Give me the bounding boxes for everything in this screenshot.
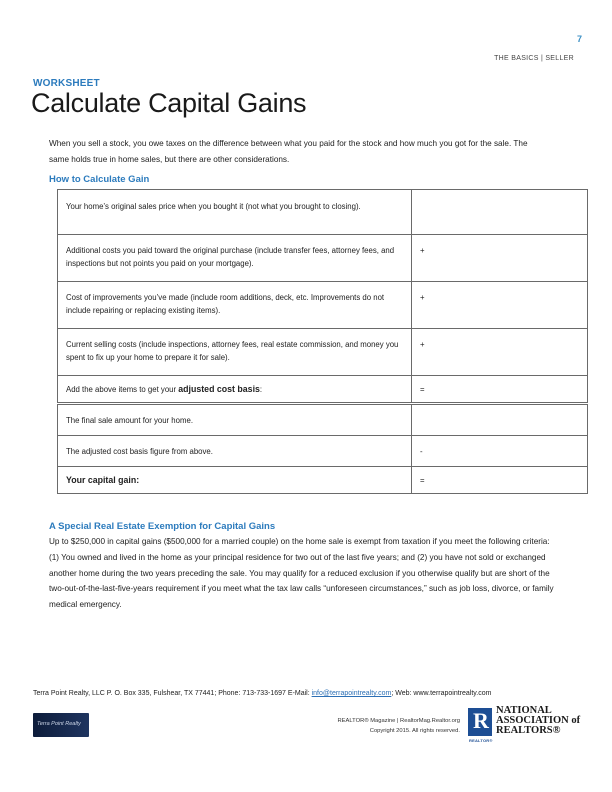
email-link[interactable]: info@terrapointrealty.com: [311, 690, 392, 697]
contact-prefix: Terra Point Realty, LLC P. O. Box 335, Fulshear, TX 77441; Phone: 713-733-1697 E-Mail:: [33, 690, 312, 697]
realtor-mark-label: REALTOR®: [469, 738, 493, 743]
total-row: [58, 376, 588, 403]
intro-paragraph: When you sell a stock, you owe taxes on the difference between what you paid for the stock and how much you got for the sale. The same holds true in home sales, but there are other considerations.: [49, 139, 528, 164]
table-row: [58, 282, 588, 329]
row-description: Cost of improvements you’ve made (include room additions, deck, etc. Improvements do not include repairing or replacing existing items).: [58, 282, 412, 329]
table-row: [58, 190, 588, 235]
capital-gain-table: [57, 404, 588, 494]
credit-line-2: Copyright 2015. All rights reserved.: [369, 728, 460, 734]
amount-cell[interactable]: [412, 405, 588, 436]
amount-cell[interactable]: +: [412, 235, 588, 282]
contact-suffix: ; Web: www.terrapointrealty.com: [391, 690, 492, 697]
table-row: [58, 235, 588, 282]
row-description: Additional costs you paid toward the original purchase (include transfer fees, attorney fees, and inspections but not points you paid on your mortgage).: [58, 235, 412, 282]
gain-calculation-table: [57, 189, 588, 403]
credit-line-1: REALTOR® Magazine | RealtorMag.Realtor.org: [337, 718, 460, 724]
capital-gain-amount-cell[interactable]: =: [412, 467, 588, 494]
nar-wordmark-line-3: REALTORS®: [496, 725, 561, 736]
adjusted-cost-basis-label: adjusted cost basis: [178, 384, 260, 394]
exemption-heading: A Special Real Estate Exemption for Capital Gains: [49, 521, 276, 532]
result-row: [58, 467, 588, 494]
row-description: The adjusted cost basis figure from above.: [58, 436, 412, 467]
amount-cell[interactable]: [412, 190, 588, 235]
table-row: [58, 436, 588, 467]
nar-wordmark-line-1: NATIONAL: [496, 705, 552, 716]
amount-cell[interactable]: +: [412, 329, 588, 376]
brokerage-logo-text: Terra Point Realty: [37, 721, 81, 727]
row-description: Your home’s original sales price when you bought it (not what you brought to closing).: [58, 190, 412, 235]
total-prefix: Add the above items to get your: [66, 385, 179, 394]
row-description: Current selling costs (include inspections, attorney fees, real estate commission, and money you spent to fix up your home to prepare it for sale).: [58, 329, 412, 376]
total-suffix: :: [259, 385, 263, 394]
realtor-r-letter: R: [473, 708, 489, 733]
amount-cell[interactable]: -: [412, 436, 588, 467]
table-row: [58, 405, 588, 436]
table-row: [58, 329, 588, 376]
exemption-paragraph: Up to $250,000 in capital gains ($500,000 for a married couple) on the home sale is exempt from taxation if you meet the following criteria: (1) You owned and lived in the home as your principal residence for two out of the last five years; and (2) you have not sold or exchanged another home during the two years preceding the sale. You may qualify for a reduced exclusion if you otherwise qualify but are short of the two-out-of-the-last-five-years requirement if you meet what the tax law calls “unforeseen circumstances,” such as job loss, divorce, or family medical emergency.: [49, 537, 554, 610]
total-description: [58, 376, 412, 403]
contact-line: [33, 690, 491, 697]
worksheet-eyebrow: WORKSHEET: [33, 78, 100, 89]
capital-gain-label: [58, 467, 412, 494]
amount-cell[interactable]: +: [412, 282, 588, 329]
section-label: THE BASICS | SELLER: [494, 55, 574, 62]
brokerage-logo: [33, 713, 89, 737]
footer-credit: [300, 716, 460, 736]
total-amount-cell[interactable]: =: [412, 376, 588, 403]
page-title: Calculate Capital Gains: [31, 88, 307, 118]
capital-gain-label-text: Your capital gain:: [66, 475, 140, 485]
realtor-r-logo: [468, 708, 493, 743]
nar-wordmark: [496, 706, 580, 736]
page-number: 7: [576, 34, 582, 44]
row-description: The final sale amount for your home.: [58, 405, 412, 436]
nar-wordmark-line-2: ASSOCIATION of: [496, 715, 581, 726]
how-to-heading: How to Calculate Gain: [49, 174, 150, 185]
